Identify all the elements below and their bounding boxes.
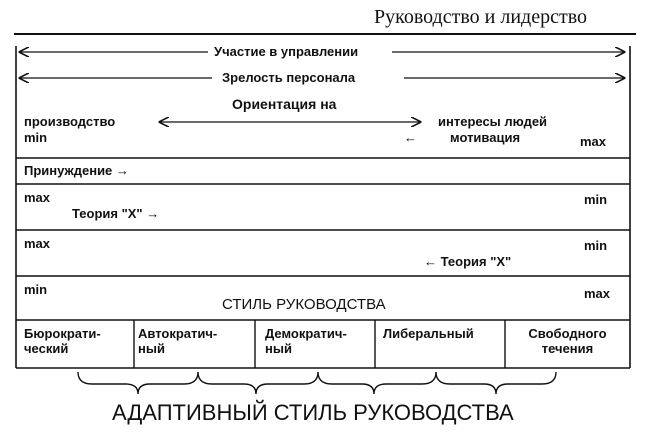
theory-x-row2-left: max bbox=[24, 236, 51, 251]
orientation-label: Ориентация на bbox=[232, 96, 337, 112]
leadership-style-title: СТИЛЬ РУКОВОДСТВА bbox=[222, 296, 386, 313]
style-line1: Бюрократи- bbox=[24, 326, 101, 341]
production-min: min bbox=[24, 130, 48, 145]
people-interest-label: интересы людей bbox=[438, 114, 548, 129]
style-line2: течения bbox=[541, 341, 594, 356]
page-header-title: Руководство и лидерство bbox=[374, 6, 588, 28]
style-line2: ческий bbox=[24, 341, 69, 356]
participation-label: Участие в управлении bbox=[214, 44, 359, 59]
style-line1: Автократич- bbox=[138, 326, 218, 341]
style-line1: Свободного bbox=[528, 326, 607, 341]
style-row-right: max bbox=[584, 286, 611, 301]
theory-x-row1-right: min bbox=[584, 192, 608, 207]
style-cell-autocratic bbox=[134, 320, 255, 368]
style-cell-free-flow bbox=[505, 320, 630, 368]
people-max: max bbox=[580, 134, 607, 149]
coercion-label: Принуждение → bbox=[24, 163, 129, 178]
style-cell-liberal bbox=[375, 320, 505, 368]
production-label: производство bbox=[24, 114, 116, 129]
maturity-label: Зрелость персонала bbox=[222, 70, 356, 85]
adaptive-braces bbox=[78, 372, 556, 394]
style-row-left: min bbox=[24, 282, 48, 297]
style-line1: Демократич- bbox=[265, 326, 347, 341]
style-line2: ный bbox=[265, 341, 292, 356]
theory-x-row2-right: min bbox=[584, 238, 608, 253]
motivation-label: мотивация bbox=[450, 130, 521, 145]
motivation-arrow: ← bbox=[404, 130, 417, 145]
theory-x-row2-label: ← Теория "X" bbox=[424, 254, 512, 269]
style-cell-democratic bbox=[255, 320, 375, 368]
theory-x-row1-left: max bbox=[24, 190, 51, 205]
style-line2: ный bbox=[138, 341, 165, 356]
theory-x-row1-label: Теория "X" → bbox=[72, 206, 160, 221]
style-cell-bureaucratic bbox=[16, 320, 134, 368]
adaptive-style-title: АДАПТИВНЫЙ СТИЛЬ РУКОВОДСТВА bbox=[112, 400, 514, 425]
style-line1: Либеральный bbox=[383, 326, 474, 341]
